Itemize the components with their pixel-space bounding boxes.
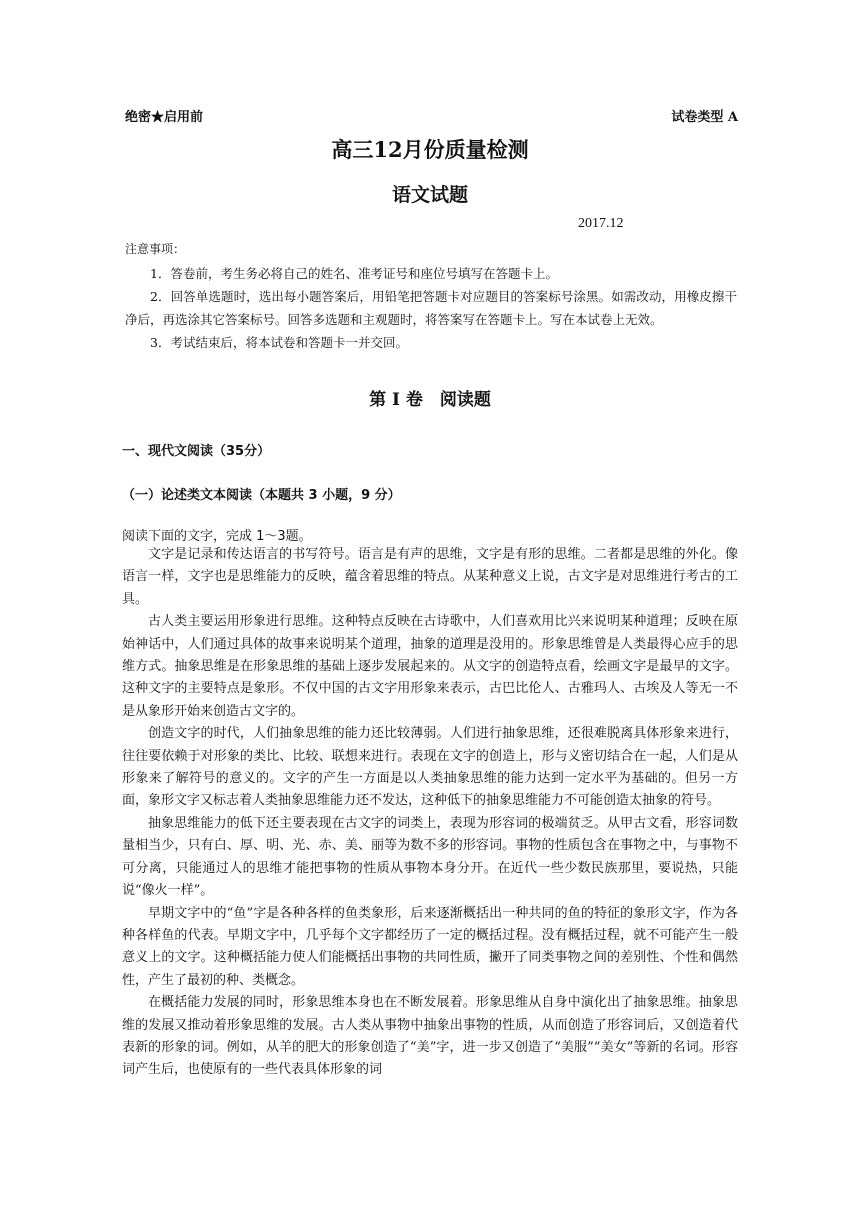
reading-instruction: 阅读下面的文字，完成 1～3题。 xyxy=(122,529,312,544)
notice-heading: 注意事项： xyxy=(125,242,186,256)
exam-subtitle: 语文试题 xyxy=(391,184,468,206)
passage-paragraph: 在概括能力发展的同时，形象思维本身也在不断发展着。形象思维从自身中演化出了抽象思维。抽象思维的发展又推动着形象思维的发展。古人类从事物中抽象出事物的性质，从而创造了形容词后，又创造着代表新的形象的词。例如，从羊的肥大的形象创造了“美”字，进一步又创造了“美服”“美女”等新的名词。形容词产生后，也使原有的一些代表具体形象的词 xyxy=(122,995,738,1078)
passage-paragraph: 抽象思维能力的低下还主要表现在古文字的词类上，表现为形容词的极端贫乏。从甲古文看，形容词数量相当少，只有白、厚、明、光、赤、美、丽等为数不多的形容词。事物的性质包含在事物之中，与事物不可分离，只能通过人的思维才能把事物的性质从事物本身分开。在近代一些少数民族那里，要说热，只能说“像火一样”。 xyxy=(122,815,738,899)
passage-paragraph: 文字是记录和传达语言的书写符号。语言是有声的思维，文字是有形的思维。二者都是思维的外化。像语言一样，文字也是思维能力的反映，蕴含着思维的特点。从某种意义上说，古文字是对思维进行考古的工具。 xyxy=(122,547,738,607)
section-heading: 一、现代文阅读（35分） xyxy=(122,444,271,459)
notice-list xyxy=(125,262,737,354)
exam-date: 2017.12 xyxy=(578,216,624,231)
subsection-heading: （一）论述类文本阅读（本题共 3 小题，9 分） xyxy=(122,488,401,503)
notice-item: 2．回答单选题时，选出每小题答案后，用铅笔把答题卡对应题目的答案标号涂黑。如需改动，用橡皮擦干净后，再选涂其它答案标号。回答多选题和主观题时，将答案写在答题卡上。写在本试卷上无效。 xyxy=(125,289,737,327)
passage-paragraph: 创造文字的时代，人们抽象思维的能力还比较薄弱。人们进行抽象思维，还很难脱离具体形象来进行，往往要依赖于对形象的类比、比较、联想来进行。表现在文字的创造上，形与义密切结合在一起，人们是从形象来了解符号的意义的。文字的产生一方面是以人类抽象思维的能力达到一定水平为基础的。但另一方面，象形文字又标志着人类抽象思维能力还不发达，这种低下的抽象思维能力不可能创造太抽象的符号。 xyxy=(122,726,738,809)
notice-item: 3．考试结束后，将本试卷和答题卡一并交回。 xyxy=(150,335,408,350)
paper-type: 试卷类型 A xyxy=(671,110,738,125)
notice-item: 1．答卷前，考生务必将自己的姓名、准考证号和座位号填写在答题卡上。 xyxy=(150,266,558,281)
passage-paragraph: 古人类主要运用形象进行思维。这种特点反映在古诗歌中，人们喜欢用比兴来说明某种道理；反映在原始神话中，人们通过具体的故事来说明某个道理，抽象的道理是没用的。形象思维曾是人类最得心应手的思维方式。抽象思维是在形象思维的基础上逐步发展起来的。从文字的创造特点看，绘画文字是最早的文字。这种文字的主要特点是象形。不仅中国的古文字用形象来表示，古巴比伦人、古雅玛人、古埃及人等无一不是从象形开始来创造古文字的。 xyxy=(122,614,738,719)
passage-paragraph: 早期文字中的“鱼”字是各种各样的鱼类象形，后来逐渐概括出一种共同的鱼的特征的象形文字，作为各种各样鱼的代表。早期文字中，几乎每个文字都经历了一定的概括过程。没有概括过程，就不可能产生一般意义上的文字。这种概括能力使人们能概括出事物的共同性质，撇开了同类事物之间的差别性、个性和偶然性，产生了最初的种、类概念。 xyxy=(122,905,738,988)
exam-title: 高三12月份质量检测 xyxy=(331,137,529,162)
confidential-mark: 绝密★启用前 xyxy=(125,110,204,125)
part-title: 第 I 卷 阅读题 xyxy=(369,390,491,410)
reading-passage xyxy=(122,544,738,1082)
